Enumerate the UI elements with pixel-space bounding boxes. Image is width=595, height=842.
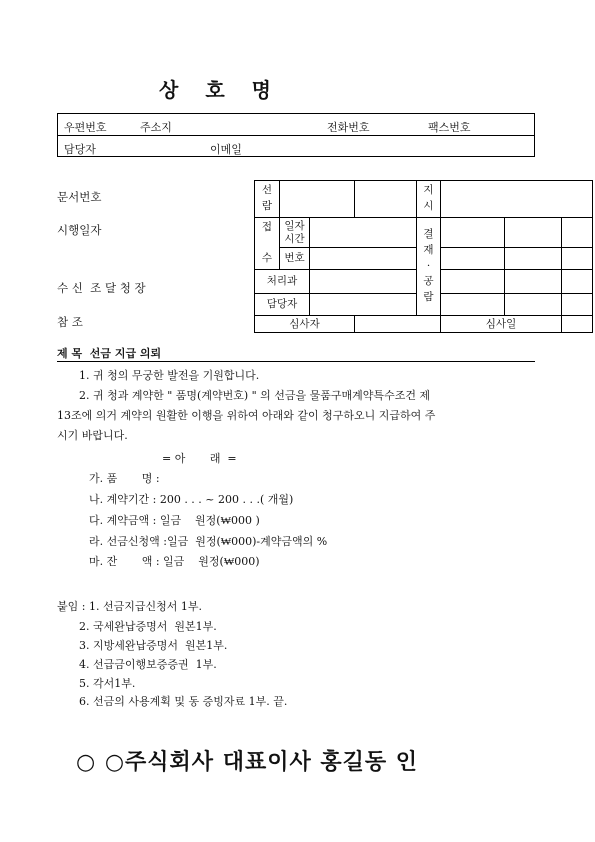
approval-cell[interactable] xyxy=(505,248,562,270)
paragraph-1: 1. 귀 청의 무궁한 발전을 기원합니다. xyxy=(79,369,260,382)
examiner-cell[interactable] xyxy=(355,316,441,333)
doc-number-label: 문서번호 xyxy=(57,190,102,204)
recipient-label: 수 신 조 달 청 장 xyxy=(57,281,146,295)
approval-cell[interactable] xyxy=(562,218,593,248)
inspection-cell[interactable] xyxy=(280,181,355,218)
attachment-item: 5. 각서1부. xyxy=(79,677,136,690)
inspection-label: 선 람 xyxy=(255,181,280,218)
title-char: 호 xyxy=(205,78,225,102)
approval-cell[interactable] xyxy=(441,218,505,248)
inspection-cell[interactable] xyxy=(355,181,417,218)
attachment-head: 붙임 : 1. 선금지급신청서 1부. xyxy=(57,600,202,613)
attachment-item: 2. 국세완납증명서 원본1부. xyxy=(79,620,217,633)
attachment-item: 3. 지방세완납증명서 원본1부. xyxy=(79,639,228,652)
attachment-item: 4. 선급금이행보증증권 1부. xyxy=(79,658,217,671)
approval-cell[interactable] xyxy=(562,248,593,270)
approval-cell[interactable] xyxy=(505,218,562,248)
dept-label: 처리과 xyxy=(255,270,310,294)
approval-cell[interactable] xyxy=(441,248,505,270)
datetime-cell[interactable] xyxy=(310,218,417,248)
fax-label: 팩스번호 xyxy=(428,121,471,134)
manager-label: 담당자 xyxy=(64,143,96,156)
receipt-label: 접 수 xyxy=(255,218,280,270)
exam-date-cell[interactable] xyxy=(562,316,593,333)
subject-line: 제 목 선금 지급 의뢰 xyxy=(57,347,162,360)
title-char: 명 xyxy=(251,78,271,102)
email-label: 이메일 xyxy=(210,143,242,156)
approval-cell[interactable] xyxy=(505,294,562,316)
attachment-item: 6. 선금의 사용계획 및 동 증빙자료 1부. 끝. xyxy=(79,695,288,708)
staff-cell[interactable] xyxy=(310,294,417,316)
item-advance-amount: 라. 선금신청액 :일금 원정(₩000)-계약금액의 % xyxy=(89,535,328,548)
exam-date-label: 심사일 xyxy=(441,316,562,333)
reference-label: 참 조 xyxy=(57,315,83,329)
paragraph-2-end: 시기 바랍니다. xyxy=(57,429,128,442)
info-row-1 xyxy=(58,114,534,135)
approval-label: 결 재 · 공 람 xyxy=(417,218,441,316)
company-representative: ○ ○주식회사 대표이사 홍길동 인 xyxy=(76,750,419,775)
instruction-label: 지 시 xyxy=(417,181,441,218)
company-info-box xyxy=(57,113,535,157)
datetime-label: 일자 시간 xyxy=(280,218,310,248)
approval-cell[interactable] xyxy=(441,294,505,316)
item-period: 나. 계약기간 : 200 . . . ~ 200 . . .( 개월) xyxy=(89,493,294,506)
number-label: 번호 xyxy=(280,248,310,270)
paragraph-2: 2. 귀 청과 계약한 " 품명(계약번호) " 의 선금을 물품구매계약특수조건 제 xyxy=(79,389,431,402)
page-title xyxy=(0,74,430,103)
postal-label: 우편번호 xyxy=(64,121,107,134)
examiner-label: 심사자 xyxy=(255,316,355,333)
issue-date-label: 시행일자 xyxy=(57,223,102,237)
title-char: 상 xyxy=(159,78,179,102)
approval-cell[interactable] xyxy=(505,270,562,294)
approval-cell[interactable] xyxy=(441,270,505,294)
approval-table xyxy=(254,180,593,333)
subject-divider xyxy=(57,361,535,362)
paragraph-2-cont: 13조에 의거 계약의 원활한 이행을 위하여 아래와 같이 청구하오니 지급하여 주 xyxy=(57,409,436,422)
item-product: 가. 품 명 : xyxy=(89,472,160,485)
item-contract-amount: 다. 계약금액 : 일금 원정(₩000 ) xyxy=(89,514,260,527)
number-cell[interactable] xyxy=(310,248,417,270)
phone-label: 전화번호 xyxy=(327,121,370,134)
item-balance: 마. 잔 액 : 일금 원정(₩000) xyxy=(89,555,260,568)
approval-cell[interactable] xyxy=(562,270,593,294)
info-row-2 xyxy=(58,135,534,157)
dept-cell[interactable] xyxy=(310,270,417,294)
address-label: 주소지 xyxy=(140,121,172,134)
instruction-cell[interactable] xyxy=(441,181,593,218)
below-heading: = 아 래 = xyxy=(162,452,237,465)
approval-cell[interactable] xyxy=(562,294,593,316)
staff-label: 담당자 xyxy=(255,294,310,316)
